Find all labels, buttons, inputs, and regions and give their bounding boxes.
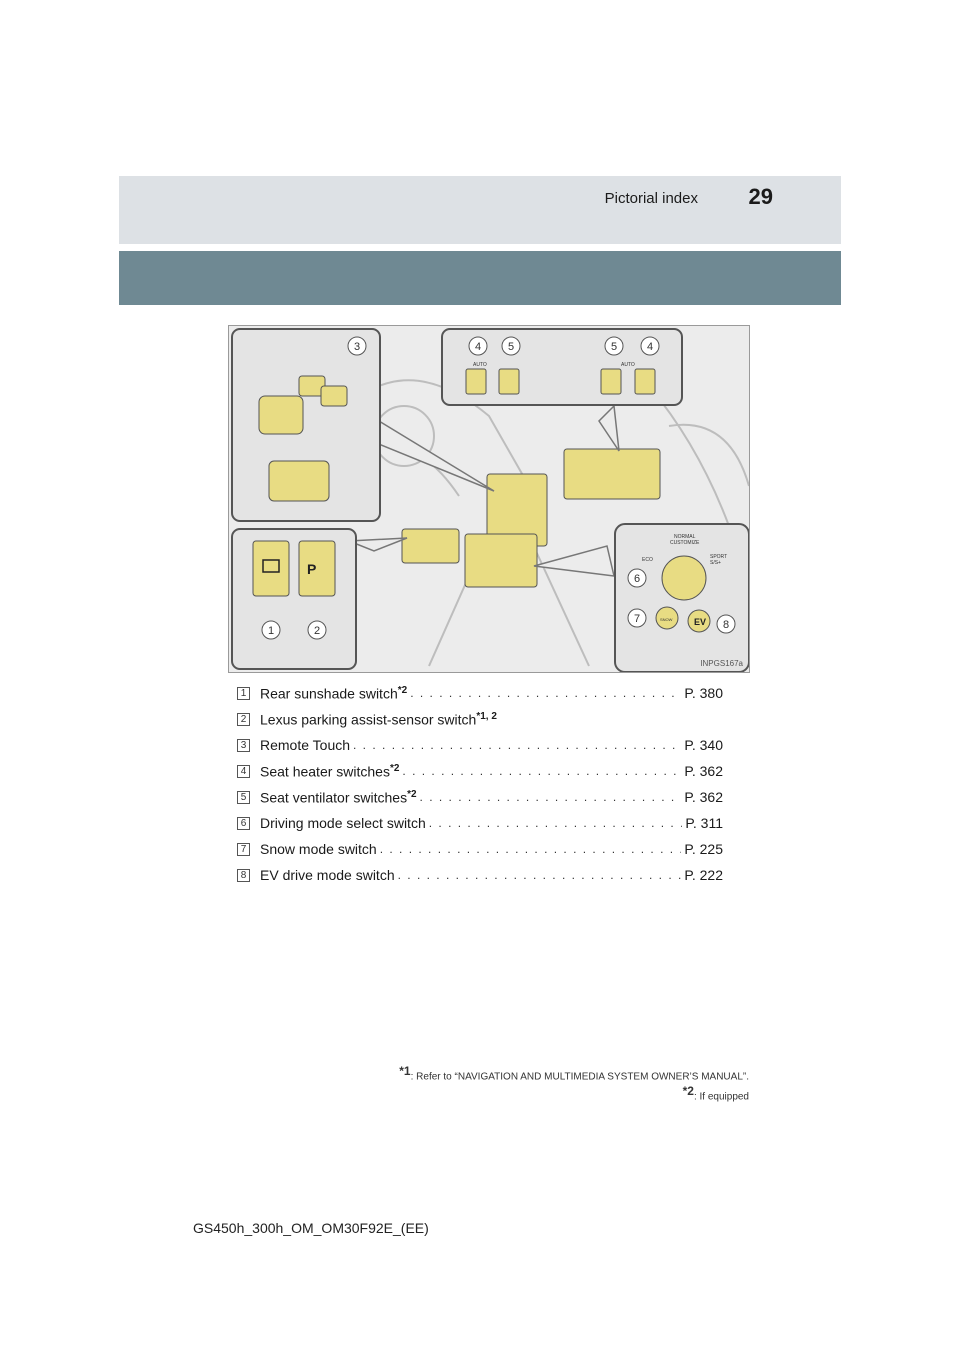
drive-label: S/S+ [710,560,721,566]
page-reference[interactable]: P. 362 [684,789,723,805]
page-reference[interactable]: P. 362 [684,763,723,779]
item-label: Seat heater switches$^{*2}$ [260,762,400,780]
callout-number: 5 [507,341,515,353]
page-reference[interactable]: P. 222 [684,867,723,883]
seat-label: AUTO [621,362,635,368]
item-number: 8 [237,869,250,882]
callout-number: 3 [353,341,361,353]
list-item [237,680,723,706]
ev-icon: EV [694,617,707,627]
callout-number: 5 [610,341,618,353]
item-label: Seat ventilator switches$^{*2}$ [260,788,417,806]
item-note: *2 [389,762,400,774]
callout-number: 8 [722,619,730,631]
console-drawing [229,326,750,673]
figure-code: INPGS167a [700,659,743,668]
page-header [119,176,841,244]
footnotes [399,1064,749,1105]
parking-p-icon: P [307,561,317,577]
dot-leader [353,738,681,752]
callout-number: 6 [633,573,641,585]
item-note: *2 [407,788,417,800]
item-label: EV drive mode switch [260,867,395,883]
list-item [237,758,723,784]
callout-number: 1 [267,625,275,637]
item-label: Lexus parking assist-sensor switch$^{*1, 2}$ [260,710,497,728]
drive-label: SNOW [660,617,673,622]
page-reference[interactable]: P. 340 [684,737,723,753]
drive-label: CUSTOMIZE [670,540,700,546]
pictorial-illustration [228,325,750,673]
item-number: 2 [237,713,250,726]
item-label: Remote Touch [260,737,351,753]
callout-number: 4 [646,341,654,353]
list-item [237,784,723,810]
dot-leader [380,842,682,856]
dot-leader [429,816,683,830]
item-number: 6 [237,817,250,830]
list-item [237,836,723,862]
drive-label: SPORT [710,554,728,560]
item-note: *1, 2 [476,710,497,722]
callout-number: 2 [313,625,321,637]
dot-leader [410,686,681,700]
item-note: *2 [397,684,408,696]
list-item [237,810,723,836]
dot-leader [402,764,681,778]
list-item [237,706,723,732]
item-number: 4 [237,765,250,778]
callout-number: 4 [474,341,482,353]
drive-label: NORMAL [674,534,696,540]
header-band [119,251,841,305]
item-number: 5 [237,791,250,804]
item-label: Snow mode switch [260,841,377,857]
footnote: $^{*1}$: Refer to “NAVIGATION AND MULTIMEDIA SYSTEM OWNER’S MANUAL”. [399,1064,749,1083]
callout-number: 7 [633,613,641,625]
section-title: Pictorial index [604,190,698,207]
page-reference[interactable]: P. 380 [684,685,723,701]
item-number: 7 [237,843,250,856]
list-item [237,862,723,888]
item-label: Rear sunshade switch$^{*2}$ [260,684,408,702]
item-number: 3 [237,739,250,752]
item-number: 1 [237,687,250,700]
page-number: 29 [748,184,773,209]
page-reference[interactable]: P. 225 [684,841,723,857]
document-code: GS450h_300h_OM_OM30F92E_(EE) [193,1220,429,1236]
dot-leader [398,868,682,882]
item-label: Driving mode select switch [260,815,426,831]
seat-label: AUTO [473,362,487,368]
page-reference[interactable]: P. 311 [685,815,723,831]
footnote: $^{*2}$: If equipped [682,1084,749,1103]
list-item [237,732,723,758]
drive-mode-dial [662,556,706,600]
component-list [237,680,723,888]
drive-label: ECO [642,557,653,563]
dot-leader [420,790,682,804]
